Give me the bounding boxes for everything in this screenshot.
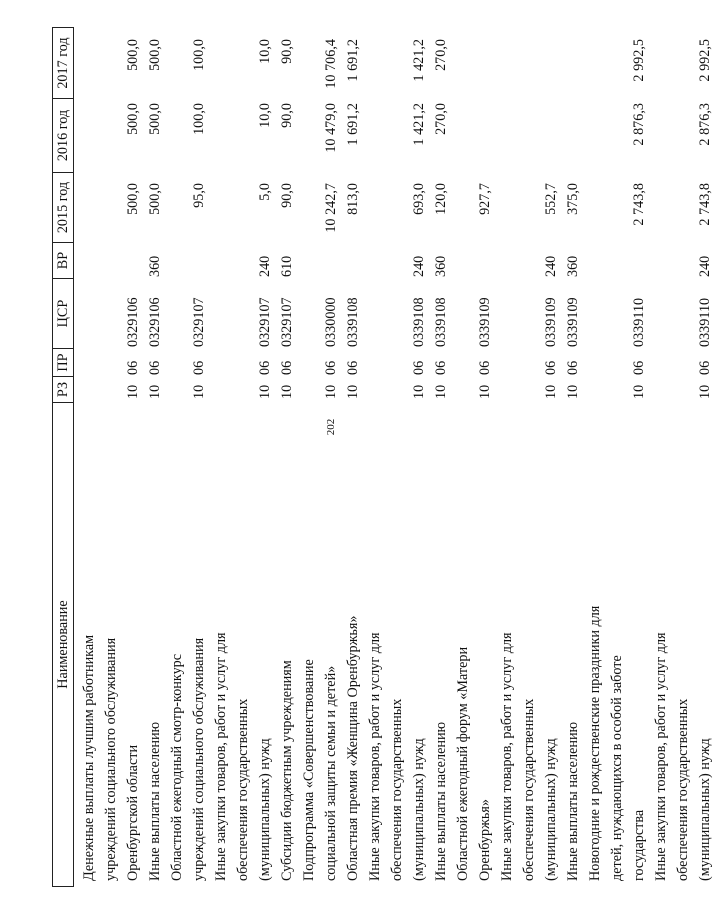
table-row: [452, 27, 496, 887]
cell-csr: 0329106: [125, 297, 141, 347]
cell-rz: 10: [543, 384, 559, 399]
row-name: [364, 632, 430, 881]
cell-y2015: 693,0: [411, 183, 427, 215]
cell-pr: 06: [411, 360, 427, 375]
row-name-line: обеспечения государственных: [675, 698, 691, 881]
row-name-line: (муниципальных) нужд: [257, 738, 273, 881]
cell-vr: 240: [697, 255, 713, 277]
cell-pr: 06: [147, 360, 163, 375]
cell-y2017: 1 691,2: [345, 39, 361, 82]
cell-pr: 06: [191, 360, 207, 375]
cell-y2015: 95,0: [191, 183, 207, 208]
cell-y2016: 2 876,3: [697, 103, 713, 146]
row-name-line: обеспечения государственных: [521, 698, 537, 881]
table-row: [364, 27, 430, 887]
row-name: [584, 606, 650, 881]
cell-csr: 0339109: [565, 297, 581, 347]
cell-csr: 0329107: [191, 297, 207, 347]
table-row: [430, 27, 452, 887]
header-name: Наименование: [53, 402, 73, 886]
cell-csr: 0339110: [631, 297, 647, 347]
cell-rz: 10: [147, 384, 163, 399]
cell-csr: 0339108: [433, 297, 449, 347]
cell-vr: 360: [147, 255, 163, 277]
cell-rz: 10: [125, 384, 141, 399]
cell-y2017: 500,0: [125, 39, 141, 71]
row-name: [430, 722, 452, 881]
cell-y2015: 120,0: [433, 183, 449, 215]
row-name-line: государства: [631, 809, 647, 881]
header-csr: ЦСР: [53, 278, 73, 348]
cell-rz: 10: [191, 384, 207, 399]
row-name-line: Областная премия «Женщина Оренбуржья»: [345, 615, 361, 881]
cell-y2015: 10 242,7: [323, 183, 339, 233]
cell-rz: 10: [477, 384, 493, 399]
row-name: [650, 632, 716, 881]
cell-y2016: 1 691,2: [345, 103, 361, 146]
cell-rz: 10: [345, 384, 361, 399]
cell-vr: 240: [257, 255, 273, 277]
cell-y2015: 2 743,8: [631, 183, 647, 226]
cell-y2017: 2 992,5: [697, 39, 713, 82]
cell-y2017: 100,0: [191, 39, 207, 71]
row-name: [144, 722, 166, 881]
cell-y2016: 2 876,3: [631, 103, 647, 146]
row-name-line: социальной защиты семьи и детей»: [323, 665, 339, 881]
cell-rz: 10: [565, 384, 581, 399]
header-rz: РЗ: [53, 376, 73, 402]
cell-csr: 0329106: [147, 297, 163, 347]
cell-csr: 0339108: [345, 297, 361, 347]
cell-y2017: 1 421,2: [411, 39, 427, 82]
cell-pr: 06: [543, 360, 559, 375]
cell-y2017: 90,0: [279, 39, 295, 64]
row-name: [78, 635, 144, 881]
table-row: [562, 27, 584, 887]
cell-y2016: 10,0: [257, 103, 273, 128]
table-row: [342, 27, 364, 887]
row-name-line: Иные выплаты населению: [147, 721, 163, 881]
row-name: [298, 659, 342, 881]
table-row: [496, 27, 562, 887]
table-header: [52, 27, 74, 887]
row-name-line: (муниципальных) нужд: [697, 738, 713, 881]
cell-y2015: 2 743,8: [697, 183, 713, 226]
cell-y2017: 270,0: [433, 39, 449, 71]
row-name-line: обеспечения государственных: [389, 698, 405, 881]
cell-vr: 240: [543, 255, 559, 277]
cell-y2016: 90,0: [279, 103, 295, 128]
header-2017: 2017 год: [55, 37, 71, 89]
cell-rz: 10: [433, 384, 449, 399]
row-name-line: Оренбургской области: [125, 744, 141, 881]
cell-csr: 0339109: [543, 297, 559, 347]
page-number: 202: [325, 418, 337, 436]
cell-pr: 06: [125, 360, 141, 375]
row-name-line: учреждений социального обслуживания: [103, 637, 119, 881]
header-vr: ВР: [53, 242, 73, 278]
cell-y2016: 500,0: [147, 103, 163, 135]
cell-csr: 0329107: [279, 297, 295, 347]
row-name: [496, 632, 562, 881]
row-name-line: обеспечения государственных: [235, 698, 251, 881]
cell-pr: 06: [279, 360, 295, 375]
header-2016: 2016 год: [53, 98, 73, 172]
cell-y2015: 375,0: [565, 183, 581, 215]
row-name-line: Областной ежегодный смотр-конкурс: [169, 653, 185, 881]
row-name: [276, 660, 298, 881]
cell-csr: 0329107: [257, 297, 273, 347]
budget-table: [52, 27, 712, 887]
cell-pr: 06: [697, 360, 713, 375]
row-name-line: (муниципальных) нужд: [411, 738, 427, 881]
row-name-line: Иные закупки товаров, работ и услуг для: [499, 632, 515, 881]
cell-y2017: 500,0: [147, 39, 163, 71]
cell-pr: 06: [345, 360, 361, 375]
cell-vr: 240: [411, 255, 427, 277]
row-name: [562, 722, 584, 881]
table-row: [78, 27, 144, 887]
row-name: [342, 616, 364, 882]
row-name-line: Иные закупки товаров, работ и услуг для: [653, 632, 669, 881]
row-name-line: Иные закупки товаров, работ и услуг для: [367, 632, 383, 881]
cell-y2015: 500,0: [147, 183, 163, 215]
table-row: [298, 27, 342, 887]
cell-y2016: 100,0: [191, 103, 207, 135]
cell-rz: 10: [257, 384, 273, 399]
cell-y2015: 90,0: [279, 183, 295, 208]
row-name-line: Оренбуржья»: [477, 799, 493, 881]
cell-y2016: 10 479,0: [323, 103, 339, 153]
row-name: [452, 647, 496, 881]
row-name-line: Областной ежегодный форум «Матери: [455, 646, 471, 881]
cell-rz: 10: [323, 384, 339, 399]
cell-pr: 06: [477, 360, 493, 375]
cell-y2015: 5,0: [257, 183, 273, 201]
cell-vr: 360: [565, 255, 581, 277]
cell-y2016: 270,0: [433, 103, 449, 135]
cell-y2015: 813,0: [345, 183, 361, 215]
cell-pr: 06: [631, 360, 647, 375]
row-name: [166, 638, 210, 881]
cell-csr: 0339109: [477, 297, 493, 347]
table-row: [166, 27, 210, 887]
table-row: [650, 27, 716, 887]
row-name-line: (муниципальных) нужд: [543, 738, 559, 881]
cell-y2017: 2 992,5: [631, 39, 647, 82]
row-name-line: учреждений социального обслуживания: [191, 637, 207, 881]
cell-y2016: 500,0: [125, 103, 141, 135]
row-name-line: Новогодние и рождественские праздники для: [587, 605, 603, 881]
row-name-line: Иные выплаты населению: [565, 721, 581, 881]
cell-y2017: 10,0: [257, 39, 273, 64]
table-row: [584, 27, 650, 887]
cell-csr: 0339108: [411, 297, 427, 347]
row-name-line: Субсидии бюджетным учреждениям: [279, 660, 295, 881]
cell-y2015: 552,7: [543, 183, 559, 215]
table-row: [276, 27, 298, 887]
table-row: [144, 27, 166, 887]
cell-rz: 10: [697, 384, 713, 399]
cell-vr: 610: [279, 255, 295, 277]
cell-csr: 0339110: [697, 297, 713, 347]
cell-rz: 10: [631, 384, 647, 399]
row-name-line: Иные выплаты населению: [433, 721, 449, 881]
header-pr: ПР: [53, 348, 73, 376]
cell-y2015: 927,7: [477, 183, 493, 215]
row-name-line: Денежные выплаты лучшим работникам: [81, 634, 97, 881]
cell-rz: 10: [411, 384, 427, 399]
row-name-line: Иные закупки товаров, работ и услуг для: [213, 632, 229, 881]
cell-pr: 06: [565, 360, 581, 375]
cell-pr: 06: [257, 360, 273, 375]
cell-vr: 360: [433, 255, 449, 277]
header-2015: 2015 год: [53, 172, 73, 242]
row-name: [210, 632, 276, 881]
row-name-line: Подпрограмма «Совершенствование: [301, 659, 317, 881]
cell-pr: 06: [323, 360, 339, 375]
cell-csr: 0330000: [323, 297, 339, 347]
cell-y2017: 10 706,4: [323, 39, 339, 89]
table-row: [210, 27, 276, 887]
cell-rz: 10: [279, 384, 295, 399]
cell-y2015: 500,0: [125, 183, 141, 215]
cell-y2016: 1 421,2: [411, 103, 427, 146]
cell-pr: 06: [433, 360, 449, 375]
row-name-line: детей, нуждающихся в особой заботе: [609, 655, 625, 881]
